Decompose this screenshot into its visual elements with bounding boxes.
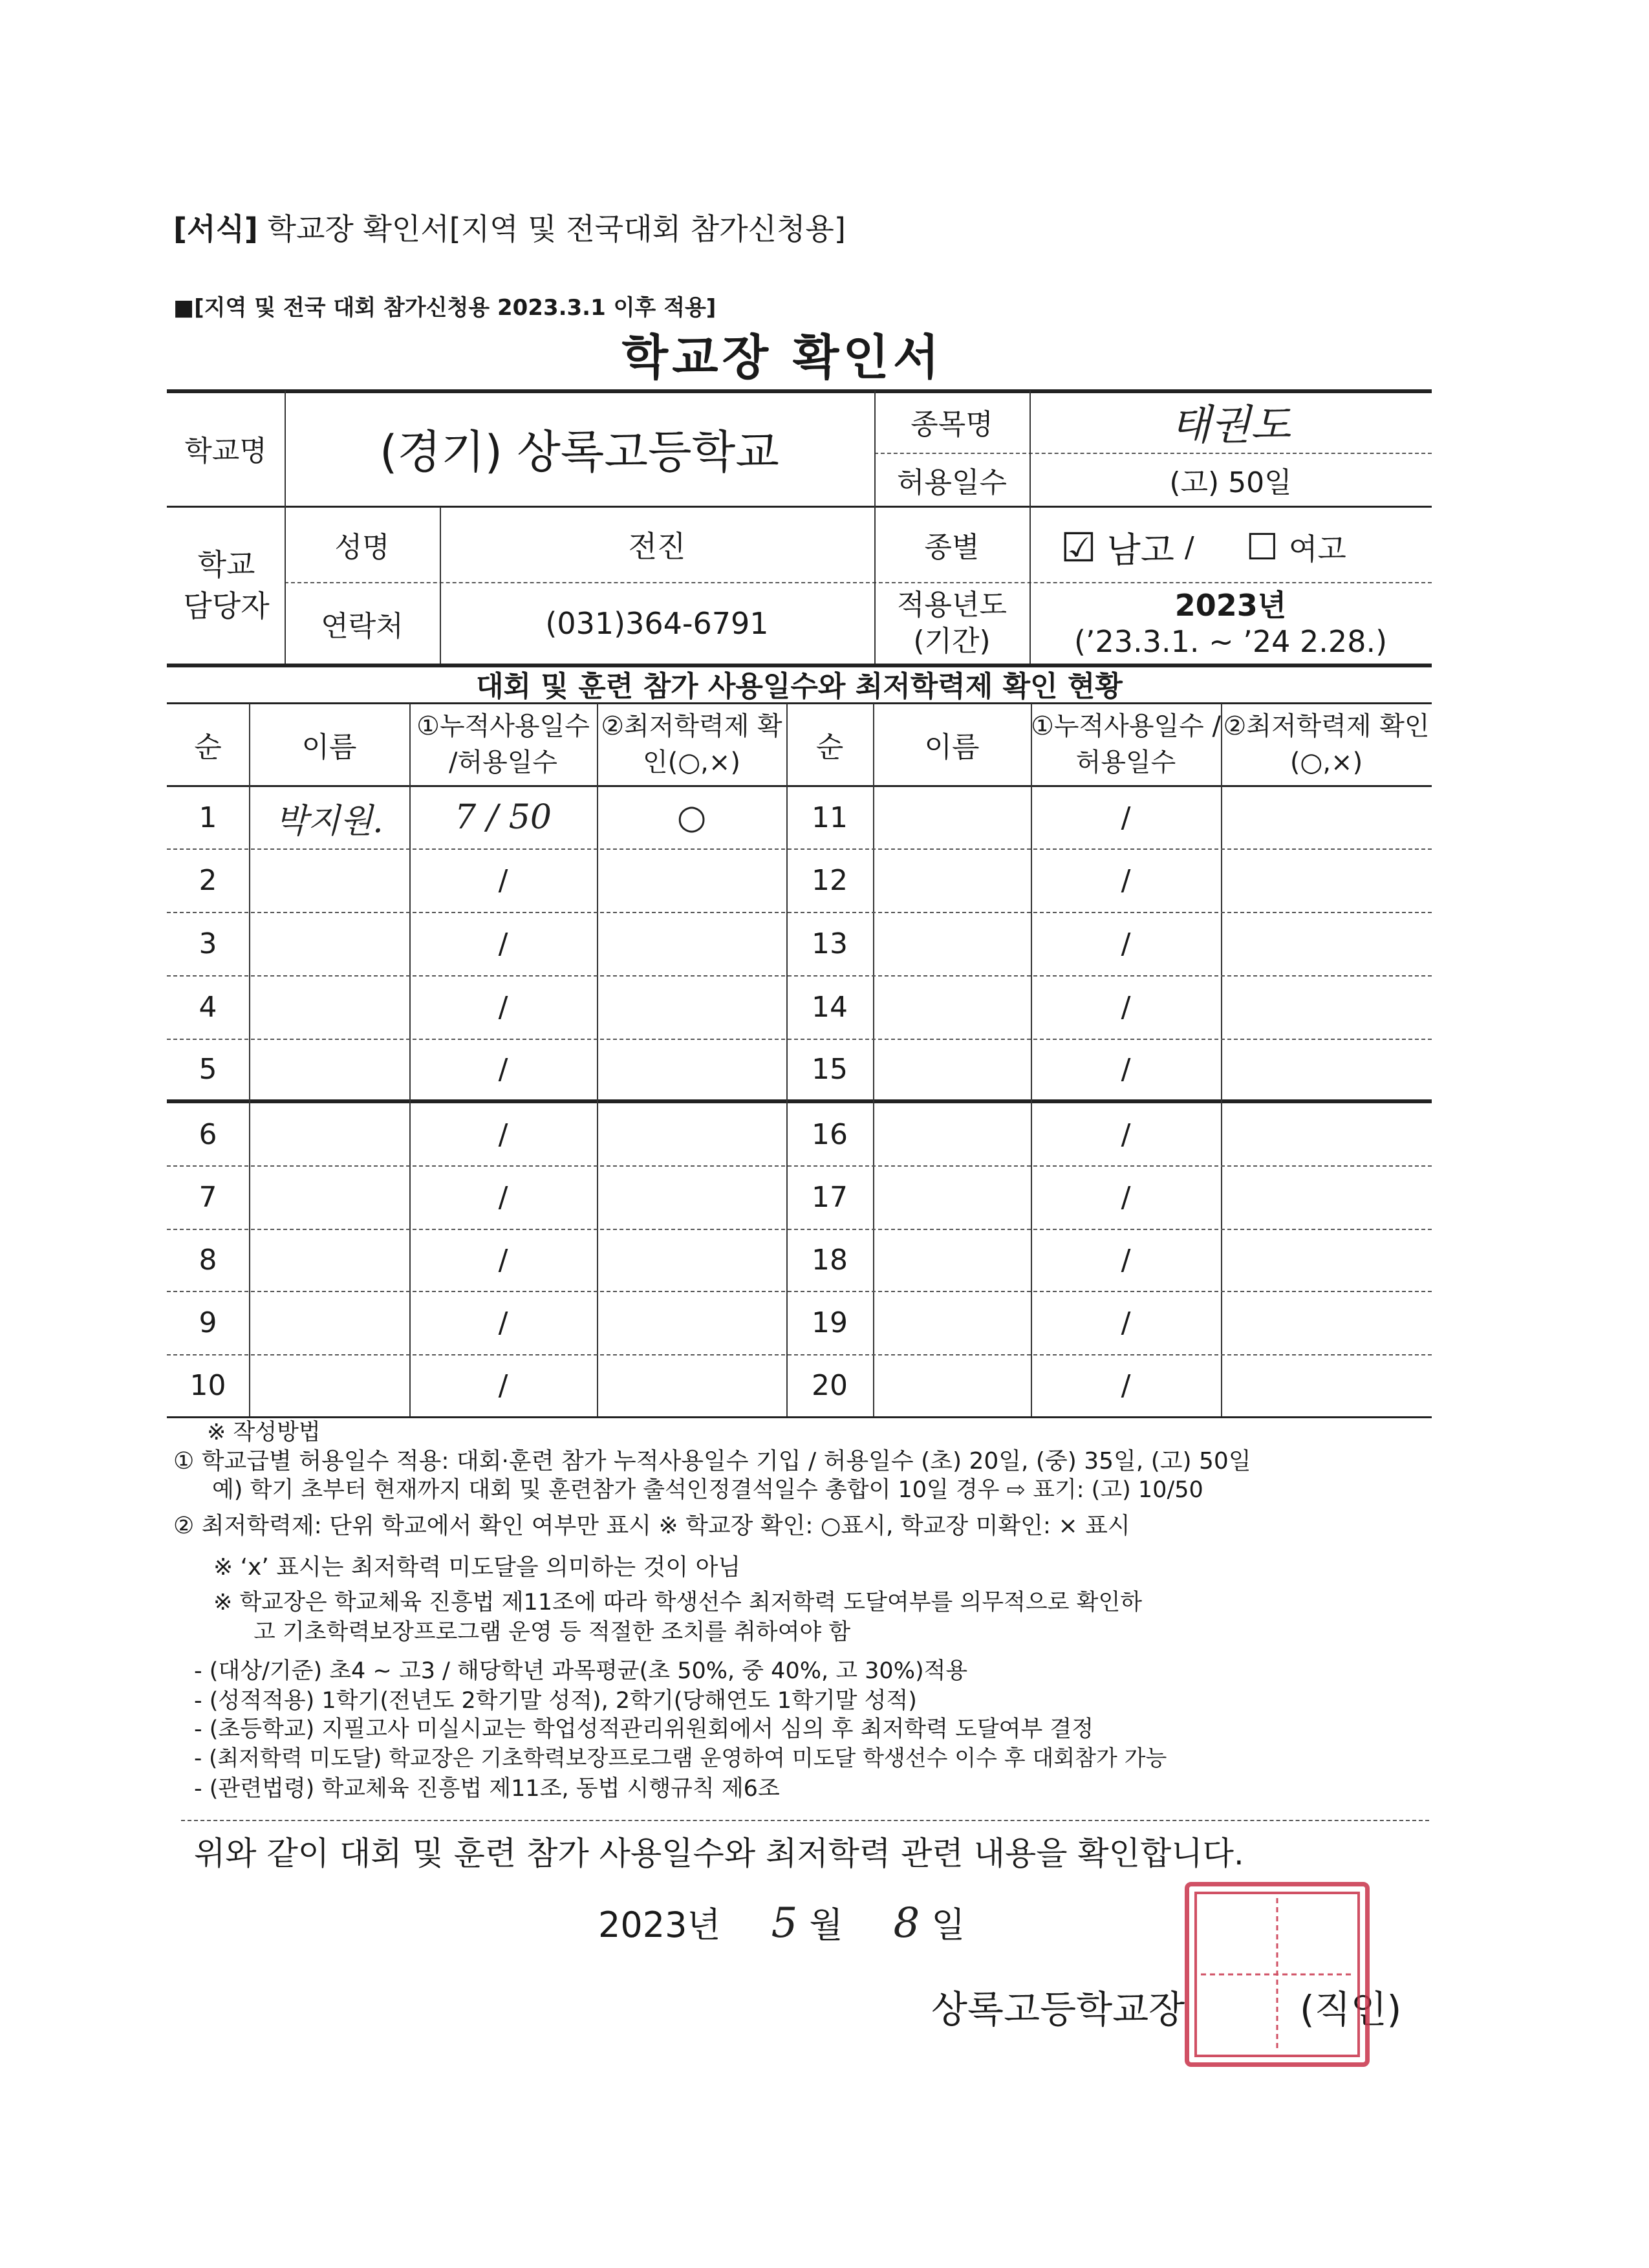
student-name-cell[interactable] [873,1229,1031,1291]
signer: 상록고등학교장 [931,1987,1185,2031]
student-name-cell[interactable] [873,1291,1031,1354]
row-number: 5 [199,1052,217,1086]
academic-check-cell[interactable] [1221,848,1432,912]
days-used-cell[interactable]: / [498,1180,508,1214]
row-number: 15 [812,1052,848,1086]
date-month: 5 [771,1899,798,1947]
row-number: 2 [199,863,217,897]
sub-caption: ■[지역 및 전국 대회 참가신청용 2023.3.1 이후 적용] [173,295,717,321]
date-day-unit: 일 [931,1905,965,1945]
sport-label: 종목명 [911,408,993,441]
days-used-cell[interactable]: / [1121,1306,1131,1339]
type-separator: / [1184,530,1194,564]
col-header-no: 순 [815,731,844,764]
row-number: 16 [812,1118,848,1151]
form-title: 학교장 확인서[지역 및 전국대회 참가신청용] [267,211,846,246]
manager-name: 전진 [628,529,686,564]
year-period: (’23.3.1. ~ ’24 2.28.) [1073,624,1388,659]
student-name-cell[interactable] [249,848,409,912]
col-header-name: 이름 [301,731,357,764]
row-number: 14 [812,990,848,1024]
type-label: 종별 [924,531,980,564]
days-used-cell[interactable]: / [1121,1052,1131,1086]
note-item: - (최저학력 미도달) 학교장은 기초학력보장프로그램 운영하여 미도달 학생선수 이수 후 대회참가 가능 [194,1745,1167,1771]
date-year: 2023년 [598,1905,721,1945]
confirm-statement: 위와 같이 대회 및 훈련 참가 사용일수와 최저학력 관련 내용을 확인합니다. [194,1835,1244,1872]
note-item: ※ 학교장은 학교체육 진흥법 제11조에 따라 학생선수 최저학력 도달여부를 의무적으로 확인하 [213,1590,1143,1615]
academic-check-cell[interactable] [597,1354,786,1416]
academic-check-cell[interactable] [597,848,786,912]
note-item: 고 기초학력보장프로그램 운영 등 적절한 조치를 취하여야 함 [253,1619,851,1645]
student-name-cell[interactable] [249,1291,409,1354]
form-prefix: [서식] [173,211,258,246]
academic-check-cell[interactable] [597,1103,786,1165]
academic-check-cell[interactable] [597,1165,786,1229]
academic-check-cell[interactable] [1221,1291,1432,1354]
student-name-cell[interactable] [873,912,1031,975]
days-used-cell[interactable]: / [1121,1180,1131,1214]
col-header-days: ①누적사용일수 /허용일수 [1031,711,1221,777]
note-item: - (성적적용) 1학기(전년도 2학기말 성적), 2학기(당해연도 1학기말 성적) [194,1688,917,1714]
col-header-no: 순 [194,731,222,764]
days-used-cell[interactable]: / [1121,1243,1131,1277]
note-item: ② 최저학력제: 단위 학교에서 확인 여부만 표시 ※ 학교장 확인: ○표시, 학교장 미확인: × 표시 [173,1513,1130,1539]
row-number: 18 [812,1243,848,1277]
rule [167,1416,1432,1418]
female-checkbox[interactable]: ☐ [1245,526,1278,568]
student-name-cell[interactable] [249,1354,409,1416]
row-number: 4 [199,990,217,1024]
seal-note: (직인) [1300,1987,1402,2031]
academic-check-cell[interactable] [597,975,786,1039]
student-name-cell[interactable] [873,1354,1031,1416]
academic-check-cell[interactable] [1221,1165,1432,1229]
row-number: 10 [189,1368,226,1402]
type-options [1061,521,1346,573]
male-checkbox[interactable]: ☑ [1061,523,1097,571]
student-name-cell[interactable] [249,1229,409,1291]
female-option: 여고 [1288,532,1346,567]
academic-check-cell[interactable] [1221,1354,1432,1416]
row-number: 8 [199,1243,217,1277]
sport-name: 태권도 [1170,402,1291,449]
days-used-cell[interactable]: / [498,1052,508,1086]
year-label: 적용년도 (기간) [896,589,1007,658]
days-used-cell[interactable]: / [498,1243,508,1277]
student-name-cell[interactable] [873,848,1031,912]
academic-check-cell[interactable] [597,1229,786,1291]
note-item: - (관련법령) 학교체육 진흥법 제11조, 동법 시행규칙 제6조 [194,1776,780,1802]
academic-check-cell[interactable] [1221,912,1432,975]
student-name-cell[interactable]: 박지원. [275,801,383,841]
student-name-cell[interactable] [873,1165,1031,1229]
student-name-cell[interactable] [873,1039,1031,1099]
academic-check-cell[interactable]: ○ [676,798,707,837]
note-title: ※ 작성방법 [207,1420,321,1445]
date-day: 8 [893,1899,920,1947]
student-name-cell[interactable] [873,1103,1031,1165]
col-header-name: 이름 [924,731,980,764]
contact-value: (031)364-6791 [545,606,769,641]
student-name-cell[interactable] [873,786,1031,848]
student-name-cell[interactable] [249,912,409,975]
days-used-cell[interactable]: / [498,927,508,960]
note-item: 예) 학기 초부터 현재까지 대회 및 훈련참가 출석인정결석일수 총합이 10일 경우 ⇨ 표기: (고) 10/50 [212,1477,1203,1503]
days-used-cell[interactable]: / [1121,1368,1131,1402]
row-number: 1 [199,801,217,834]
note-item: ※ ‘x’ 표시는 최저학력 미도달을 의미하는 것이 아님 [213,1554,741,1581]
row-number: 6 [199,1118,217,1151]
contact-label: 연락처 [321,610,404,643]
col-header-check: ②최저학력제 확인(○,×) [601,711,782,777]
row-number: 12 [812,863,848,897]
male-option: 남고 [1106,529,1174,570]
note-item: - (대상/기준) 초4 ~ 고3 / 해당학년 과목평균(초 50%, 중 40%, 고 30%)적용 [194,1658,968,1684]
seal-icon [1189,1886,1365,2062]
days-used-cell[interactable]: / [1121,801,1131,834]
student-name-cell[interactable] [249,1103,409,1165]
school-name: (경기) 상록고등학교 [380,425,779,479]
student-name-cell[interactable] [249,975,409,1039]
academic-check-cell[interactable] [597,1039,786,1099]
student-name-cell[interactable] [249,1165,409,1229]
days-used-cell[interactable]: / [1121,927,1131,960]
academic-check-cell[interactable] [1221,1039,1432,1099]
school-label: 학교명 [184,435,267,468]
school-seal-stamp [1185,1882,1370,2067]
manager-label: 학교 담당자 [183,547,270,623]
date-month-unit: 월 [809,1905,843,1945]
days-used-cell[interactable]: / [1121,863,1131,897]
academic-check-cell[interactable] [1221,1229,1432,1291]
academic-check-cell[interactable] [597,912,786,975]
doc-title: 학교장 확인서 [621,330,943,385]
row-number: 17 [812,1180,848,1214]
days-used-cell[interactable]: / [498,1368,508,1402]
days-used-cell[interactable]: 7 / 50 [455,798,552,837]
note-item: - (초등학교) 지필고사 미실시교는 학업성적관리위원회에서 심의 후 최저학력 도달여부 결정 [194,1716,1094,1742]
section-title: 대회 및 훈련 참가 사용일수와 최저학력제 확인 현황 [476,670,1123,703]
student-name-cell[interactable] [249,1039,409,1099]
academic-check-cell[interactable] [1221,975,1432,1039]
days-label: 허용일수 [896,466,1007,499]
days-used-cell[interactable]: / [498,863,508,897]
days-used-cell[interactable]: / [498,990,508,1024]
col-header-check: ②최저학력제 확인(○,×) [1223,711,1430,777]
row-number: 9 [199,1306,217,1339]
rule [181,1820,1429,1821]
row-number: 7 [199,1180,217,1214]
days-used-cell[interactable]: / [1121,990,1131,1024]
form-header [173,206,846,248]
col-header-days: ①누적사용일수 /허용일수 [416,711,590,777]
academic-check-cell[interactable] [1221,1103,1432,1165]
date-line [598,1897,965,1949]
academic-check-cell[interactable] [597,1291,786,1354]
row-number: 13 [812,927,848,960]
name-label: 성명 [334,531,390,564]
days-used-cell[interactable]: / [498,1118,508,1151]
row-number: 11 [812,801,848,834]
row-number: 19 [812,1306,848,1339]
row-number: 3 [199,927,217,960]
days-used-cell[interactable]: / [498,1306,508,1339]
academic-check-cell[interactable] [1221,786,1432,848]
year-value: 2023년 [1174,588,1287,623]
row-number: 20 [812,1368,848,1402]
note-item: ① 학교급별 허용일수 적용: 대회·훈련 참가 누적사용일수 기입 / 허용일수 (초) 20일, (중) 35일, (고) 50일 [173,1448,1251,1474]
student-name-cell[interactable] [873,975,1031,1039]
days-used-cell[interactable]: / [1121,1118,1131,1151]
days-value: (고) 50일 [1169,466,1292,499]
